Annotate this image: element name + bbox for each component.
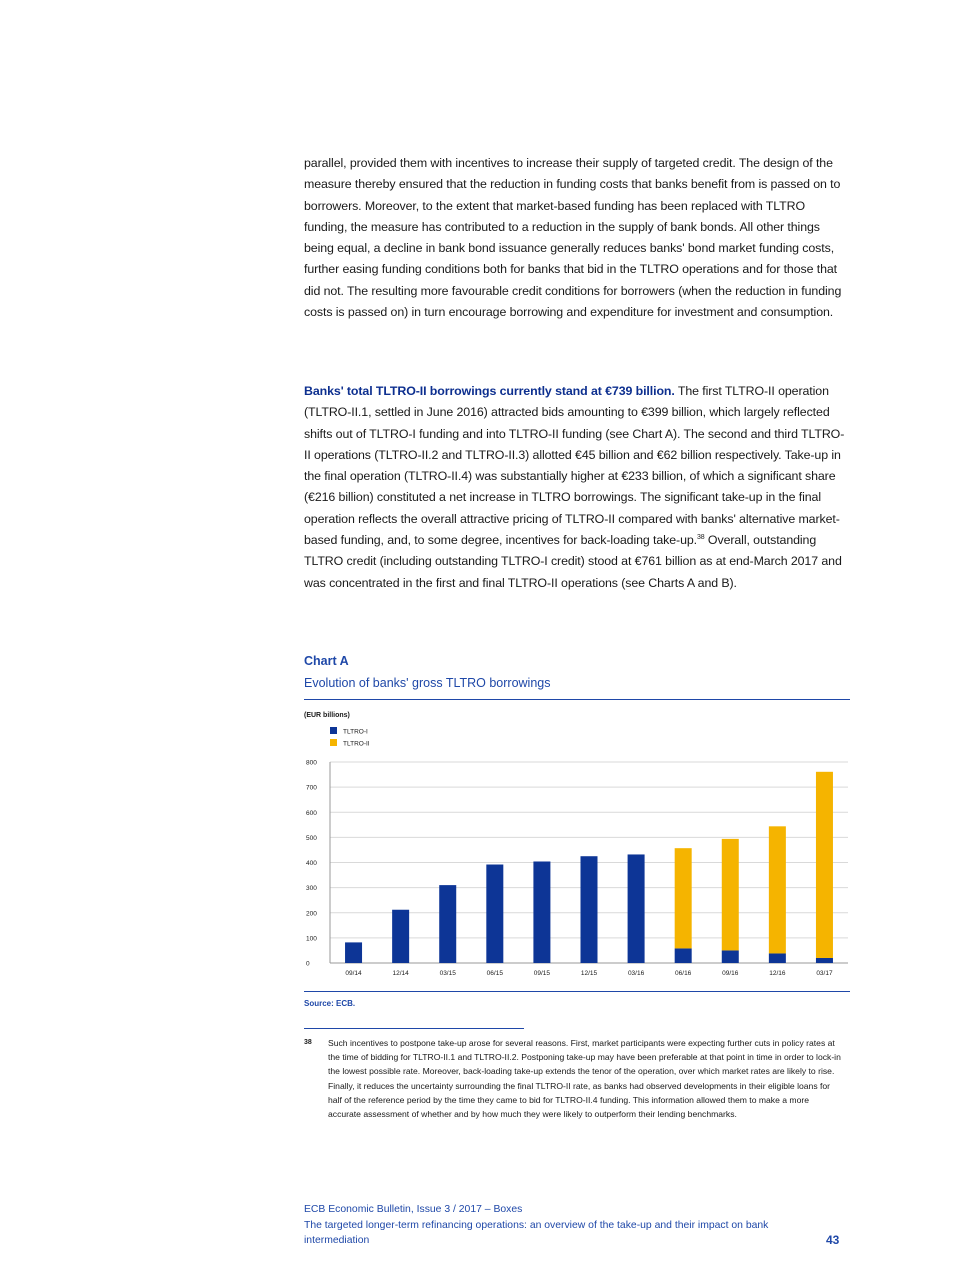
footer-article-title: The targeted longer-term refinancing operations: an overview of the take-up and their impact on bank intermediation xyxy=(304,1220,769,1246)
chart-legend xyxy=(330,727,370,748)
legend-label-tltro-i: TLTRO-I xyxy=(343,728,368,736)
x-tick-label: 03/15 xyxy=(439,970,456,977)
bar-tltro-i xyxy=(816,958,833,963)
footnote-text: Such incentives to postpone take-up arose for several reasons. First, market participants were expecting further cuts in policy rates at the time of bidding for TLTRO-II.1 and TLTRO-II.2. Postponing take-up may have been preferable at that point in time in order to lock-in the lowest possible rate. Moreover, back-loading take-up extends the tenor of the operation, over which market rates are likely to rise. Finally, it reduces the uncertainty surrounding the final TLTRO-II rate, as banks had observed developments in their eligible loans for half of the reference period by the time they came to bid for TLTRO-II.4 funding. This information allowed them to make a more accurate assessment of whether and by how much they were likely to outperform their lending benchmarks. xyxy=(328,1038,841,1120)
x-tick-label: 09/16 xyxy=(722,970,739,977)
y-tick-label: 500 xyxy=(306,834,317,842)
footnote-divider xyxy=(304,1028,524,1029)
bar-tltro-i xyxy=(345,942,362,963)
bar-tltro-i xyxy=(533,861,550,963)
y-tick-label: 800 xyxy=(306,759,317,767)
bar-chart xyxy=(300,703,852,987)
footnote-reference: 38 xyxy=(697,533,705,541)
x-tick-label: 12/14 xyxy=(392,970,409,977)
bar-tltro-ii xyxy=(675,848,692,948)
bar-tltro-i xyxy=(722,950,739,963)
y-tick-label: 100 xyxy=(306,935,317,943)
body-paragraph-2 xyxy=(304,381,850,594)
bar-tltro-i xyxy=(769,953,786,963)
bar-tltro-i xyxy=(439,885,456,963)
paragraph-tail: Overall, outstanding TLTRO credit (including outstanding TLTRO-I credit) stood at €761 billion as at end-March 2017 and was concentrated in the first and final TLTRO-II operations (see Charts A and B). xyxy=(304,533,842,590)
chart-bars xyxy=(345,772,833,963)
y-axis xyxy=(306,760,330,968)
legend-swatch-tltro-ii xyxy=(330,739,337,746)
x-tick-label: 09/14 xyxy=(345,970,362,977)
x-tick-label: 09/15 xyxy=(533,970,551,977)
x-tick-label: 12/15 xyxy=(580,970,598,977)
footer-publication: ECB Economic Bulletin, Issue 3 / 2017 – Boxes xyxy=(304,1204,523,1215)
paragraph-text: The first TLTRO-II operation (TLTRO-II.1, settled in June 2016) attracted bids amounting to €399 billion, which largely reflected shifts out of TLTRO-I funding and into TLTRO-II funding (see Chart A). The second and third TLTRO-II operations (TLTRO-II.2 and TLTRO-II.3) allotted €45 billion and €62 billion respectively. Take-up in the final operation (TLTRO-II.4) was substantially higher at €233 billion, of which a significant share (€216 billion) constituted a net increase in TLTRO borrowings. The significant take-up in the final operation reflects the overall attractive pricing of TLTRO-II compared with banks' alternative market-based funding, and, to some degree, incentives for back-loading take-up. xyxy=(304,384,845,548)
y-tick-label: 300 xyxy=(306,885,317,893)
x-tick-label: 12/16 xyxy=(769,970,786,977)
bar-tltro-i xyxy=(486,865,503,963)
bar-tltro-i xyxy=(392,910,409,963)
x-tick-label: 06/16 xyxy=(675,970,692,977)
chart-top-rule xyxy=(304,699,850,700)
legend-label-tltro-ii: TLTRO-II xyxy=(343,740,370,748)
x-tick-label: 03/16 xyxy=(627,970,645,977)
bar-tltro-i xyxy=(628,854,645,963)
bar-tltro-ii xyxy=(816,772,833,958)
y-tick-label: 400 xyxy=(306,860,317,867)
chart-unit-label: (EUR billions) xyxy=(304,712,350,719)
bar-tltro-i xyxy=(581,856,598,963)
bar-tltro-ii xyxy=(769,826,786,953)
x-tick-label: 03/17 xyxy=(816,970,833,977)
bar-tltro-i xyxy=(675,948,692,963)
chart-source: Source: ECB. xyxy=(304,999,356,1008)
chart-title: Evolution of banks' gross TLTRO borrowings xyxy=(304,676,551,690)
page-number: 43 xyxy=(826,1233,840,1247)
chart-bottom-rule xyxy=(304,991,850,992)
legend-swatch-tltro-i xyxy=(330,727,337,734)
y-tick-label: 700 xyxy=(306,784,317,792)
paragraph-lead-sentence: Banks' total TLTRO-II borrowings currently stand at €739 billion. xyxy=(304,384,675,398)
bar-tltro-ii xyxy=(722,839,739,951)
footnote xyxy=(304,1036,844,1121)
y-tick-label: 200 xyxy=(306,910,317,918)
x-axis xyxy=(345,970,833,977)
body-paragraph-1: parallel, provided them with incentives to increase their supply of targeted credit. The design of the measure thereby ensured that the reduction in funding costs that banks benefit from is passed on to borrowers. Moreover, to the extent that market-based funding has been replaced with TLTRO funding, the measure has contributed to a reduction in the supply of bank bonds. All other things being equal, a decline in bank bond issuance generally reduces banks' bond market funding costs, further easing funding conditions both for banks that bid in the TLTRO operations and for those that did not. The resulting more favourable credit conditions for borrowers (when the reduction in funding costs is passed on) in turn encourage borrowing and expenditure for investment and consumption. xyxy=(304,156,842,320)
x-tick-label: 06/15 xyxy=(486,970,503,977)
y-tick-label: 600 xyxy=(306,809,317,817)
chart-label: Chart A xyxy=(304,654,349,668)
y-tick-label: 0 xyxy=(306,960,310,968)
footnote-number: 38 xyxy=(304,1039,312,1046)
